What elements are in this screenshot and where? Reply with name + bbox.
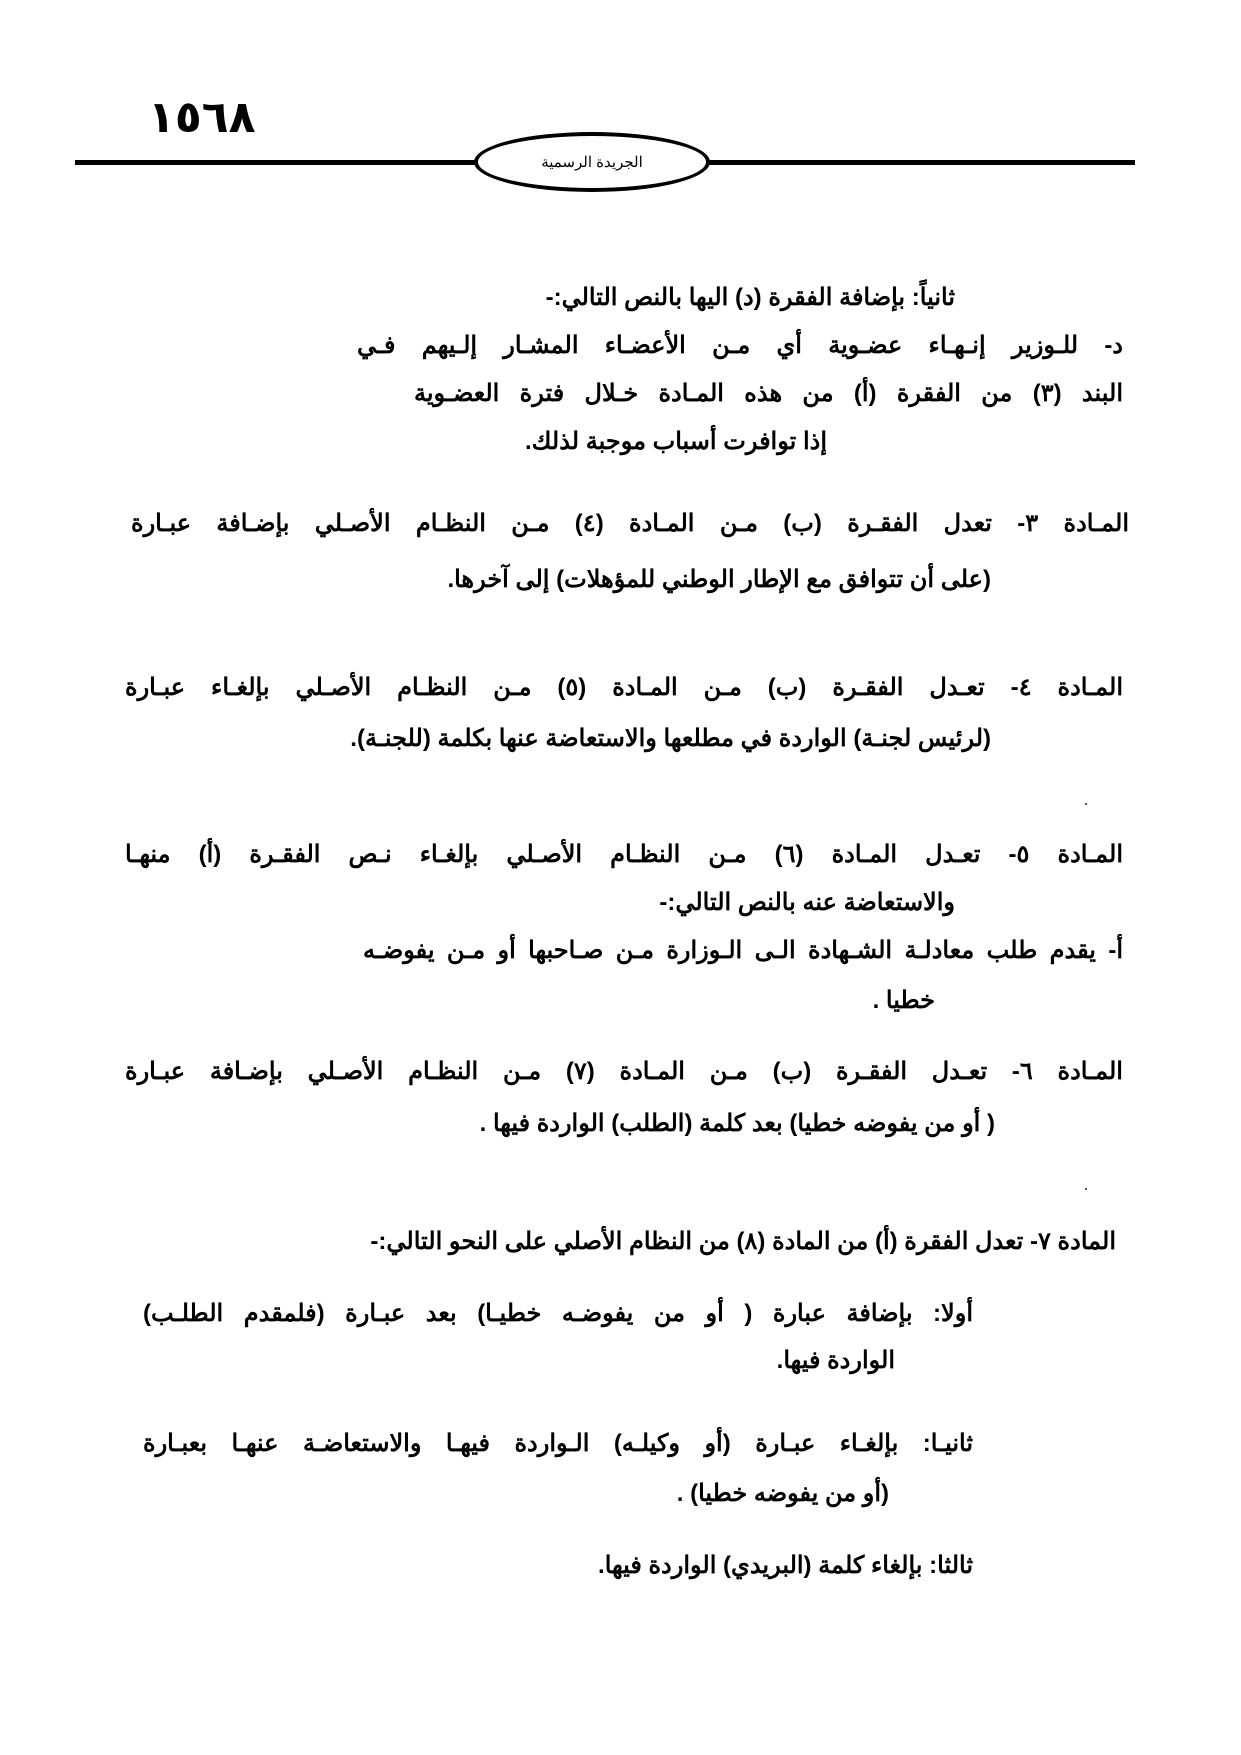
second-add-line-2: البند (٣) من الفقرة (أ) من هذه المـادة خـلال فترة العضـوية — [414, 380, 1123, 407]
article-7-second-line-1: ثانيـا: بإلغـاء عبـارة (أو وكيلـه) الـواردة فيهـا والاستعاضـة عنهـا بعبـارة — [143, 1430, 973, 1457]
scan-speck — [1085, 803, 1087, 805]
article-3-line-2: (على أن تتوافق مع الإطار الوطني للمؤهلات) إلى آخرها. — [447, 566, 991, 593]
article-4-line-1: المـادة ٤- تعـدل الفقـرة (ب) مـن المـادة (٥) مـن النظـام الأصـلي بإلغـاء عبـارة — [125, 674, 1124, 701]
article-7-first-line-2: الواردة فيها. — [776, 1347, 895, 1374]
gazette-title: الجريدة الرسمية — [541, 154, 643, 171]
second-add-heading: ثانياً: بإضافة الفقرة (د) اليها بالنص التالي:- — [545, 284, 955, 311]
article-4-line-2: (لرئيس لجنـة) الواردة في مطلعها والاستعاضة عنها بكلمة (للجنـة). — [350, 725, 991, 752]
page-number: ١٥٦٨ — [148, 92, 256, 143]
article-3-line-1: المـادة ٣- تعدل الفقـرة (ب) مـن المـادة (٤) مـن النظـام الأصـلي بإضـافة عبـارة — [131, 510, 1129, 537]
article-5-line-1: المـادة ٥- تعـدل المـادة (٦) مـن النظـام الأصـلي بإلغـاء نـص الفقـرة (أ) منهـا — [125, 841, 1123, 868]
second-add-line-3: إذا توافرت أسباب موجبة لذلك. — [525, 428, 827, 455]
scan-speck — [1085, 1188, 1087, 1190]
article-6-line-2: ( أو من يفوضه خطيا) بعد كلمة (الطلب) الواردة فيها . — [479, 1110, 995, 1137]
article-7-first-line-1: أولا: بإضافة عبارة ( أو من يفوضـه خطيـا) بعد عبـارة (فلمقدم الطلـب) — [143, 1300, 973, 1327]
article-5-line-2: والاستعاضة عنه بالنص التالي:- — [659, 889, 955, 916]
article-7-line-1: المادة ٧- تعدل الفقرة (أ) من المادة (٨) من النظام الأصلي على النحو التالي:- — [370, 1228, 1116, 1255]
article-6-line-1: المـادة ٦- تعـدل الفقـرة (ب) مـن المـادة (٧) مـن النظـام الأصـلي بإضـافة عبـارة — [125, 1058, 1123, 1085]
article-5-line-3: أ- يقدم طلب معادلـة الشـهادة الـى الـوزارة مـن صـاحبها أو مـن يفوضـه — [363, 937, 1123, 964]
article-7-second-line-2: (أو من يفوضه خطيا) . — [676, 1480, 889, 1507]
header-oval — [474, 132, 710, 192]
second-add-line-1: د- للـوزير إنـهـاء عضـوية أي مـن الأعضـاء المشـار إلـيهم فـي — [357, 332, 1123, 359]
article-5-line-4: خطيا . — [872, 987, 935, 1014]
article-7-third-line-1: ثالثا: بإلغاء كلمة (البريدي) الواردة فيها. — [598, 1552, 973, 1579]
